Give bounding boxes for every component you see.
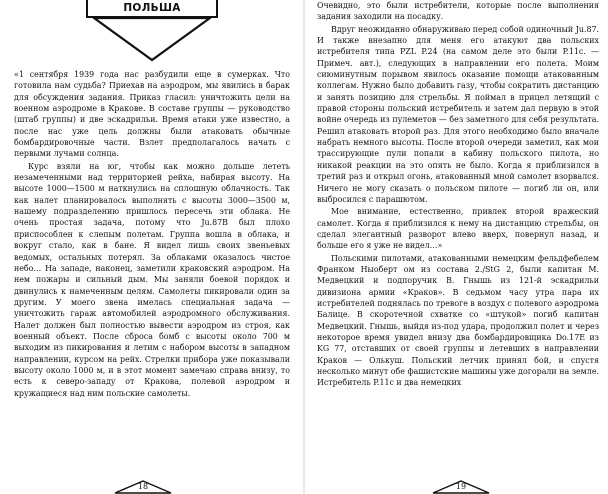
page-number-badge bbox=[432, 480, 490, 494]
chapter-title: ПОЛЬША bbox=[123, 2, 181, 14]
left-page-text bbox=[14, 69, 290, 399]
paragraph: «1 сентября 1939 года нас разбудили еще в сумерках. Что готовила нам судьба? Приехав на аэродром, мы явились в барак для обсуждения задания. Приказ гласил: уничтожить цели на военном аэродроме в Кракове. В составе группы — руководство (штаб группы) и две эскадрильи. Время атаки уже известно, а после нас уже цель должны были атаковать обычные бомбардировочные части. Взлет предполагалось начать с первыми лучами солнца. bbox=[14, 70, 290, 159]
page-number: 19 bbox=[455, 482, 467, 491]
right-page-text bbox=[317, 0, 599, 389]
page-number-badge bbox=[114, 480, 172, 494]
right-page bbox=[305, 0, 608, 494]
paragraph: Очевидно, это были истребители, которые после выполнения задания заходили на посадку. bbox=[317, 1, 599, 22]
paragraph: Польскими пилотами, атакованными немецким фельдфебелем Франком Ныоберт ом из состава 2./StG 2, были капитан М. Медвецкий и подпоручик В. Гнышь из 121-й эскадрильи дивизиона армии «Краков». В седьмом часу утра пара их истребителей поднялась по тревоге в воздух с полевого аэродрома Балице. В скоротечной схватке со «штукой» погиб капитан Медвецкий. Гнышь, выйдя из-под удара, продолжил полет и через некоторое время увидел внизу два бомбардировщика Do.17E из KG 77, отставших от своей группы и летевших в направлении Краков — Олькуш. Польский летчик принял бой, и спустя несколько минут обе фашистские машины уже догорали на земле. Истребитель P.11c и два немецких bbox=[317, 253, 599, 388]
paragraph: Вдруг неожиданно обнаруживаю перед собой одиночный Ju.87. И также внезапно для меня его атакуют два польских истребителя типа PZL P.24 (на самом деле это были P.11c. — Примеч. авт.), следующих в направлении его полета. Моим сиюминутным порывом явилось оказание помощи атакованным коллегам. Нужно было добавить газу, чтобы сократить дистанцию и занять позицию для стрельбы. Я поймал в прицел летящий с правой стороны польский истребитель и затем дал первую в этой войне очередь из пулеметов — без заметного для себя результата. Решил атаковать второй раз. Для этого необходимо было вначале набрать немного высоты. После второй очереди заметил, как мои трассирующие пули попали в кабину польского пилота, но никакой реакции на это опять не было. Когда я приблизился в третий раз и открыл огонь, атакованный мной самолет взорвался. Ничего не могу сказать о польском пилоте — погиб ли он, или выбросился с парашютом. bbox=[317, 24, 599, 204]
chapter-header-box bbox=[86, 0, 218, 18]
page-number: 18 bbox=[137, 482, 149, 491]
left-page bbox=[0, 0, 303, 494]
paragraph: Курс взяли на юг, чтобы как можно дольше лететь незамеченными над территорией рейха, набирая высоту. На высоте 1000—1500 м наткнулись на сплошную облачность. Так как налет планировалось выполнять с высоты 3000—3500 м, нашему подразделению пришлось пересечь эти облака. Не очень простая задача, потому что Ju.87B был плохо приспособлен к слепым полетам. Группа вошла в облака, и вокруг стало, как в бане. Я видел лишь своих звеньевых ведомых, остальных потерял. За облаками оказалось чистое небо… На западе, наконец, заметили краковский аэродром. На нем пожары и сильный дым. Мы заняли боевой порядок и двинулись к намеченным целям. Самолеты пикировали один за другим. У моего звена имелась специальная задача — уничтожить гараж автомобилей аэродромного обслуживания. Налет должен был полностью вывести аэродром из строя, как военный объект. После сброса бомб с высоты около 700 м выходим из пикирования и летим с набором высоты в западном направлении, курсом на рейх. Стрелки прибора уже показывали высоту около 1000 м, и в этот момент замечаю справа внизу, то есть к северо-западу от Кракова, полевой аэродром и кружащиеся над ним польские самолеты. bbox=[14, 161, 290, 398]
paragraph: Мое внимание, естественно, привлек второй вражеский самолет. Когда я приблизился к нему на дистанцию стрельбы, он сделал элегантный разворот влево вверх, повернул назад, и больше его я уже не видел…» bbox=[317, 207, 599, 251]
